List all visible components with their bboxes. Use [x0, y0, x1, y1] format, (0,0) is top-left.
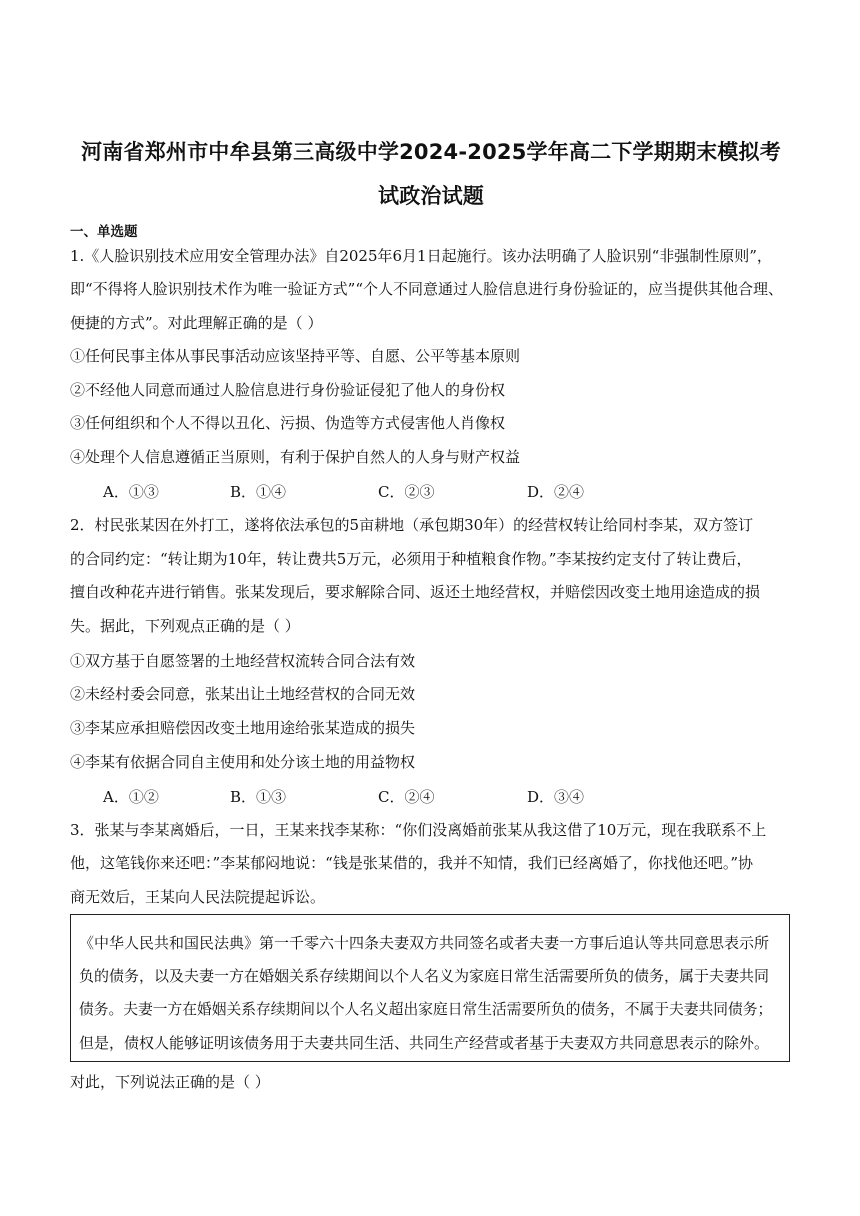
q1-stem-line-3: 便捷的方式”。对此理解正确的是（ ）	[70, 314, 323, 332]
q1-statement-3: ③任何组织和个人不得以丑化、污损、伪造等方式侵害他人肖像权	[70, 414, 506, 432]
q1-option-b: B．①④	[230, 483, 287, 501]
q2-statement-3: ③李某应承担赔偿因改变土地用途给张某造成的损失	[70, 719, 416, 737]
document-title-line-2: 试政治试题	[378, 184, 484, 208]
q2-option-b: B．①③	[230, 788, 287, 806]
q2-stem-line-4: 失。据此，下列观点正确的是（ ）	[70, 617, 300, 635]
q3-question-prompt: 对此，下列说法正确的是（ ）	[70, 1073, 270, 1091]
q1-statement-1: ①任何民事主体从事民事活动应该坚持平等、自愿、公平等基本原则	[70, 347, 521, 365]
legal-excerpt-line-3: 债务。夫妻一方在婚姻关系存续期间以个人名义超出家庭日常生活需要所负的债务，不属于夫妻共同债务；	[79, 1001, 773, 1018]
legal-excerpt-line-2: 负的债务，以及夫妻一方在婚姻关系存续期间以个人名义为家庭日常生活需要所负的债务，属于夫妻共同	[79, 967, 770, 985]
q3-stem-line-3: 商无效后，王某向人民法院提起诉讼。	[70, 888, 326, 906]
q2-statement-1: ①双方基于自愿签署的土地经营权流转合同合法有效	[70, 652, 416, 670]
legal-excerpt-box	[70, 914, 790, 1062]
q1-stem-line-1: 1.《人脸识别技术应用安全管理办法》自2025年6月1日起施行。该办法明确了人脸识别“非强制性原则”，	[70, 247, 772, 265]
section-heading: 一、单选题	[70, 224, 138, 240]
q1-statement-4: ④处理个人信息遵循正当原则，有利于保护自然人的人身与财产权益	[70, 448, 521, 466]
q3-stem-line-1: 3．张某与李某离婚后，一日，王某来找李某称：“你们没离婚前张某从我这借了10万元，现在我联系不上	[70, 821, 767, 839]
document-title-line-1: 河南省郑州市中牟县第三高级中学2024-2025学年高二下学期期末模拟考	[81, 140, 781, 164]
q1-option-c: C．②③	[378, 483, 435, 501]
q2-stem-line-2: 的合同约定：“转让期为10年，转让费共5万元，必须用于种植粮食作物。”李某按约定支付了转让费后，	[70, 550, 752, 568]
q2-option-c: C．②④	[378, 788, 435, 806]
q2-stem-line-3: 擅自改种花卉进行销售。张某发现后，要求解除合同、返还土地经营权，并赔偿因改变土地用途造成的损	[70, 583, 761, 601]
q2-option-d: D．③④	[527, 788, 585, 806]
legal-excerpt-line-4: 但是，债权人能够证明该债务用于夫妻共同生活、共同生产经营或者基于夫妻双方共同意思表示的除外。	[79, 1034, 770, 1052]
q1-stem-line-2: 即“不得将人脸识别技术作为唯一验证方式”“个人不同意通过人脸信息进行身份验证的，应当提供其他合理、	[70, 280, 784, 298]
q2-statement-2: ②未经村委会同意，张某出让土地经营权的合同无效	[70, 685, 416, 703]
legal-excerpt-line-1: 《中华人民共和国民法典》第一千零六十四条夫妻双方共同签名或者夫妻一方事后追认等共同意思表示所	[79, 934, 770, 952]
q2-statement-4: ④李某有依据合同自主使用和处分该土地的用益物权	[70, 753, 416, 771]
q2-stem-line-1: 2．村民张某因在外打工，遂将依法承包的5亩耕地（承包期30年）的经营权转让给同村李某，双方签订	[70, 516, 754, 534]
q1-option-a: A．①③	[103, 483, 159, 501]
q1-statement-2: ②不经他人同意而通过人脸信息进行身份验证侵犯了他人的身份权	[70, 381, 506, 399]
q1-option-d: D．②④	[527, 483, 585, 501]
q3-stem-line-2: 他，这笔钱你来还吧：”李某郁闷地说：“钱是张某借的，我并不知情，我们已经离婚了，你找他还吧。”协	[70, 854, 754, 872]
q2-option-a: A．①②	[103, 788, 159, 806]
